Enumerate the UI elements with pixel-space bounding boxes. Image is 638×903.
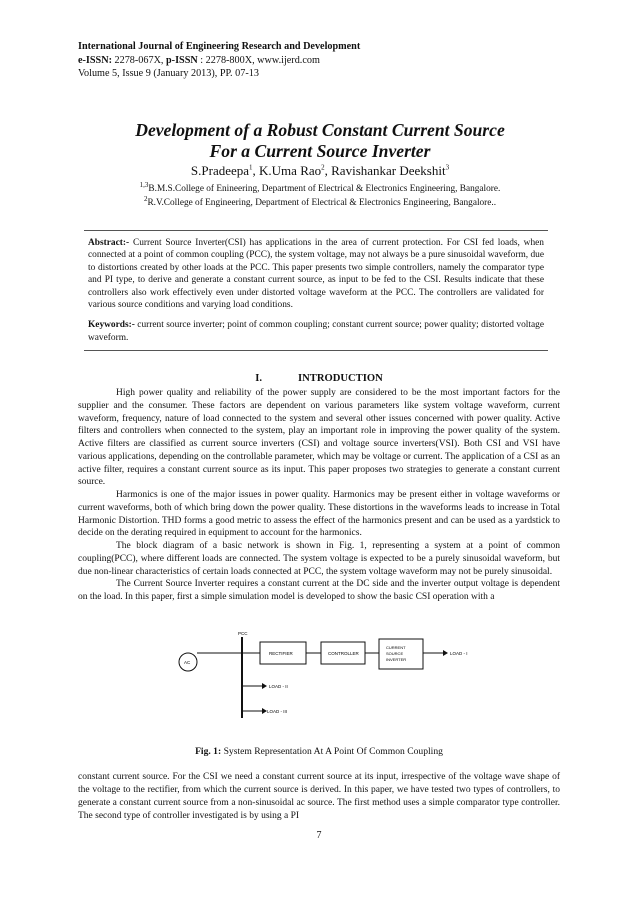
ac-label: AC bbox=[184, 660, 191, 665]
section-title: INTRODUCTION bbox=[298, 373, 383, 384]
csi-label-1: CURRENT bbox=[386, 645, 406, 650]
abstract bbox=[88, 237, 544, 311]
pcc-label: PCC bbox=[238, 631, 248, 636]
paragraph-5: constant current source. For the CSI we need a constant current source at its input, irrespective of the voltage wave shape of the voltage to the rectifier, from which the current source is derived. In this paper, we have tested two types of controllers, to generate a constant current source from a non-sinusoidal ac source. The first method uses a simple comparator type controller. The second type of controller investigated is by using a PI bbox=[78, 772, 560, 821]
abstract-box bbox=[84, 230, 548, 351]
load1-arrow-icon bbox=[443, 650, 448, 656]
eissn-label: e-ISSN: bbox=[78, 54, 115, 66]
author-list bbox=[60, 163, 580, 179]
paragraph-2: Harmonics is one of the major issues in power quality. Harmonics may be present either in voltage waveforms or current waveforms, both of which bring down the power quality. These distortions in the waveforms leads to increase in Total Harmonic Distortion. THD forms a good metric to assess the effect of the harmonics present and can be used as a yardstick to decide on the derating required in equipment to account for the harmonics. bbox=[78, 490, 560, 539]
paper-title bbox=[60, 120, 580, 162]
paragraph-3: The block diagram of a basic network is shown in Fig. 1, representing a system at a point of common coupling(PCC), where different loads are connected. The system voltage is expected to be a purely sinusoidal waveform, but due non-linear characteristics of certain loads connected at PCC, the system voltage waveform may not be purely sinusoidal. bbox=[78, 541, 560, 577]
paragraph-4: The Current Source Inverter requires a constant current at the DC side and the inverter output voltage is dependent on the load. In this paper, first a simple simulation model is developed to show the basic CSI operation with a bbox=[78, 579, 560, 602]
keywords bbox=[88, 319, 544, 344]
abstract-text: Current Source Inverter(CSI) has applications in the area of current protection. For CSI fed loads, when connected at a point of common coupling (PCC), the system voltage, may not always be a pure sinusoidal waveform, due to distortions created by other loads at the PCC. This paper presents two simple controllers, namely the comparator type and PI type, to derive and generate a constant current source, as input to be fed to the CSI. Results indicate that these controllers also work effectively even under distorted voltage waveform at the PCC. The controllers are validated for various source conditions and varying load conditions. bbox=[88, 238, 544, 311]
pissn-label: p-ISSN bbox=[166, 54, 198, 66]
figure-1-diagram bbox=[172, 628, 542, 724]
author-1-sup: 1 bbox=[249, 163, 253, 172]
csi-label-3: INVERTER bbox=[386, 657, 407, 662]
load1-label: LOAD - I bbox=[450, 651, 468, 656]
affiliation-1-sup: 1,3 bbox=[139, 180, 149, 189]
author-2: , K.Uma Rao bbox=[252, 163, 322, 178]
figure-1-caption bbox=[78, 746, 560, 757]
keywords-text: current source inverter; point of common coupling; constant current source; power quality; distorted voltage waveform. bbox=[88, 320, 544, 343]
affiliation-1 bbox=[60, 180, 580, 196]
affiliation-2 bbox=[60, 194, 580, 210]
caption-label: Fig. 1: bbox=[195, 746, 222, 757]
load3-label: LOAD - III bbox=[267, 709, 288, 714]
abstract-label: Abstract:- bbox=[88, 238, 130, 248]
csi-label-2: SOURCE bbox=[386, 651, 404, 656]
paragraph-1: High power quality and reliability of the power supply are considered to be the most important factors for the supplier and the consumer. These factors are dependent on various parameters like system voltage waveform, current waveform, frequency, nature of load connected to the system and several other issues concerned with power quality. Active filters and controllers when connected to the system, play an important role in improving the power quality of the system. Active filters are classified as current source inverters (CSI) and voltage source inverters(VSI). Both CSI and VSI have various applications, depending on the controllable parameter, which may be voltage or current. The application of a CSI as an active filter, requires a constant current source as its input. This paper proposes two strategies to generate a constant current source. bbox=[78, 388, 560, 488]
title-line-1: Development of a Robust Constant Current Source bbox=[135, 120, 505, 140]
eissn-value: 2278-067X, bbox=[114, 54, 167, 66]
affiliation-1-text: B.M.S.College of Enineering, Department of Electrical & Electronics Engineering, Bangalore. bbox=[148, 184, 501, 194]
author-1: S.Pradeepa bbox=[190, 163, 250, 178]
pissn-value: : 2278-800X, www.ijerd.com bbox=[197, 54, 320, 66]
title-line-2: For a Current Source Inverter bbox=[209, 141, 431, 161]
keywords-label: Keywords:- bbox=[88, 320, 135, 331]
author-2-sup: 2 bbox=[321, 163, 325, 172]
journal-header bbox=[78, 40, 548, 81]
journal-volume-line: Volume 5, Issue 9 (January 2013), PP. 07-13 bbox=[78, 68, 259, 80]
intro-text bbox=[78, 387, 560, 604]
author-3-sup: 3 bbox=[445, 163, 450, 172]
controller-label: CONTROLLER bbox=[328, 651, 359, 656]
affiliation-2-text: R.V.College of Engineering, Department of Electrical & Electronics Engineering, Bangalore.. bbox=[147, 198, 497, 208]
journal-name: International Journal of Engineering Research and Development bbox=[78, 41, 361, 52]
load2-arrow-icon bbox=[262, 683, 267, 689]
author-3: , Ravishankar Deekshit bbox=[324, 163, 446, 178]
continued-text bbox=[78, 771, 560, 823]
journal-issn-line bbox=[78, 54, 548, 68]
page-number: 7 bbox=[316, 830, 322, 841]
caption-text: System Representation At A Point Of Common Coupling bbox=[221, 746, 443, 757]
rectifier-label: RECTIFIER bbox=[269, 651, 293, 656]
load2-label: LOAD - II bbox=[269, 684, 288, 689]
section-heading bbox=[78, 373, 560, 384]
affiliation-2-sup: 2 bbox=[143, 194, 148, 203]
section-number: I. bbox=[255, 373, 262, 384]
